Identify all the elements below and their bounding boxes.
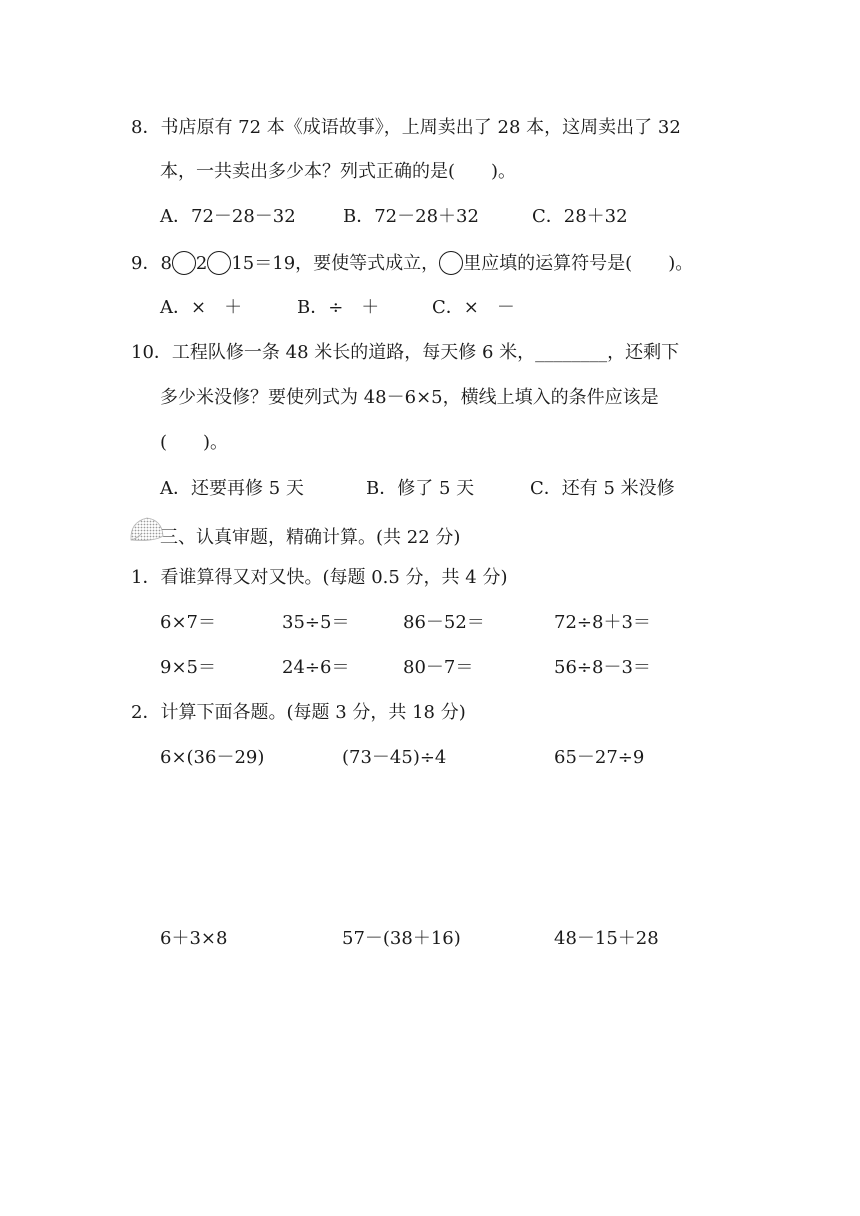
p1-r2-c4: 56÷8－3＝ bbox=[554, 657, 651, 678]
section3-title: 三、认真审题，精确计算。(共 22 分) bbox=[160, 527, 461, 548]
blank-circle-icon bbox=[172, 251, 196, 275]
p1-r1-c1: 6×7＝ bbox=[160, 612, 216, 633]
q9-part2: 2 bbox=[195, 253, 208, 274]
q9-option-b: B．÷ ＋ bbox=[297, 297, 380, 318]
p1-r2-c2: 24÷6＝ bbox=[282, 657, 350, 678]
q8-line2: 本，一共卖出多少本？列式正确的是( )。 bbox=[160, 161, 517, 182]
p2-r2-c3: 48－15＋28 bbox=[554, 928, 659, 949]
q8-option-a: A．72－28－32 bbox=[160, 206, 296, 227]
q9-line bbox=[131, 251, 693, 276]
q8-option-b: B．72－28＋32 bbox=[343, 206, 479, 227]
q9-part3: 15＝19，要使等式成立， bbox=[231, 253, 440, 274]
p1-r1-c4: 72÷8＋3＝ bbox=[554, 612, 651, 633]
q10-option-b: B．修了 5 天 bbox=[366, 478, 475, 499]
q10-option-a: A．还要再修 5 天 bbox=[160, 478, 304, 499]
p2-title: 2．计算下面各题。(每题 3 分，共 18 分) bbox=[131, 702, 466, 723]
p1-title: 1．看谁算得又对又快。(每题 0.5 分，共 4 分) bbox=[131, 567, 508, 588]
p2-r2-c2: 57－(38＋16) bbox=[342, 928, 461, 949]
p2-r1-c3: 65－27÷9 bbox=[554, 747, 645, 768]
q8-line1: 8．书店原有 72 本《成语故事》，上周卖出了 28 本，这周卖出了 32 bbox=[131, 117, 681, 138]
blank-circle-icon bbox=[207, 251, 231, 275]
p2-r2-c1: 6＋3×8 bbox=[160, 928, 228, 949]
p2-r1-c2: (73－45)÷4 bbox=[342, 747, 447, 768]
p1-r2-c3: 80－7＝ bbox=[403, 657, 474, 678]
q10-line1: 10．工程队修一条 48 米长的道路，每天修 6 米，________，还剩下 bbox=[131, 342, 680, 363]
q10-line3: ( )。 bbox=[160, 432, 229, 453]
q9-part1: 9．8 bbox=[131, 253, 172, 274]
q9-option-c: C．× － bbox=[432, 297, 515, 318]
p1-r1-c3: 86－52＝ bbox=[403, 612, 485, 633]
p2-r1-c1: 6×(36－29) bbox=[160, 747, 265, 768]
q10-line2: 多少米没修？要使列式为 48－6×5，横线上填入的条件应该是 bbox=[160, 387, 659, 408]
q8-option-c: C．28＋32 bbox=[532, 206, 628, 227]
q9-part4: 里应填的运算符号是( )。 bbox=[463, 253, 694, 274]
q10-option-c: C．还有 5 米没修 bbox=[530, 478, 675, 499]
q9-option-a: A．× ＋ bbox=[160, 297, 243, 318]
p1-r2-c1: 9×5＝ bbox=[160, 657, 216, 678]
blank-circle-icon bbox=[439, 251, 463, 275]
p1-r1-c2: 35÷5＝ bbox=[282, 612, 350, 633]
